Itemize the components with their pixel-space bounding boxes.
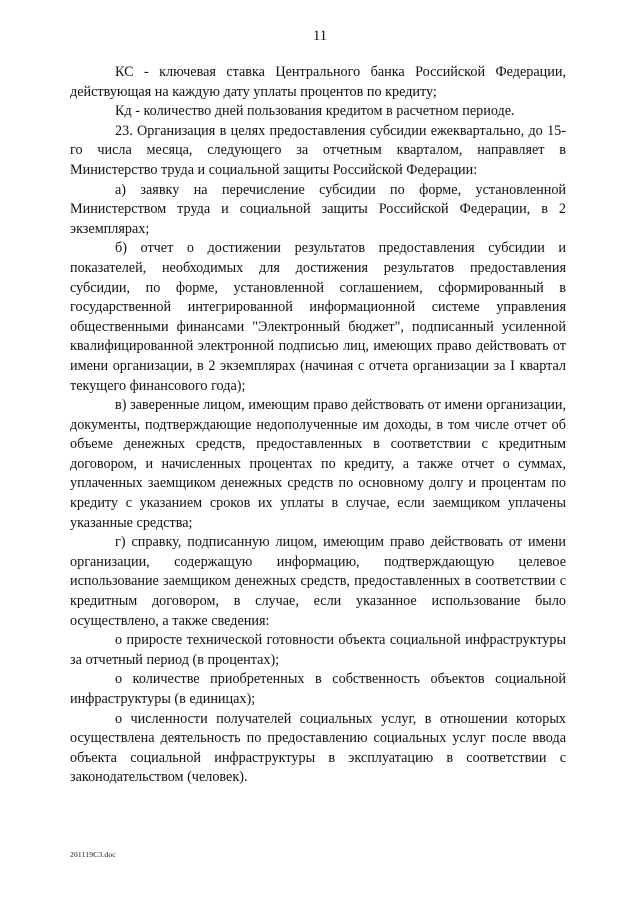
paragraph-item-a: а) заявку на перечисление субсидии по форме, установленной Министерством труда и социальной защиты Российской Федерации, в 2 экземплярах; (70, 181, 566, 237)
paragraph-item-b: б) отчет о достижении результатов предоставления субсидии и показателей, необходимых для достижения результатов предоставления субсидии, по форме, установленной соглашением, сформированный в государственной интегрированной информационной системе управления общественными финансами "Электронный бюджет", подписанный усиленной квалифицированной электронной подписью лиц, имеющих право действовать от имени организации, в 2 экземплярах (начиная с отчета организации за I квартал текущего финансового года); (70, 240, 566, 394)
document-file-code: 201119C3.doc (70, 850, 116, 859)
paragraph-item-g: г) справку, подписанную лицом, имеющим право действовать от имени организации, содержащую информацию, подтверждающую целевое использование заемщиком денежных средств, предоставленных в соответствии с кредитным договором, в случае, если указанное использование было осуществлено, а также сведения: (70, 534, 566, 629)
paragraph-item-v: в) заверенные лицом, имеющим право действовать от имени организации, документы, подтверждающие недополученные им доходы, в том числе отчет об объеме денежных средств, предоставленных в соответствии с кредитным договором, и начисленных процентах по кредиту, а также отчет о суммах, уплаченных заемщиком денежных средств по основному долгу и процентам по кредиту с указанием сроков их уплаты в случае, если заемщиком уплачены указанные средства; (70, 397, 566, 531)
paragraph-info-readiness: о приросте технической готовности объекта социальной инфраструктуры за отчетный период (в процентах); (70, 632, 566, 668)
paragraph-info-objects: о количестве приобретенных в собственность объектов социальной инфраструктуры (в единицах); (70, 671, 566, 707)
page-number: 11 (313, 28, 327, 44)
paragraph-ks-definition: КС - ключевая ставка Центрального банка Российской Федерации, действующая на каждую дату уплаты процентов по кредиту; (70, 64, 566, 100)
paragraph-info-recipients: о численности получателей социальных услуг, в отношении которых осуществлена деятельность по предоставлению социальных услуг после ввода объекта социальной инфраструктуры в эксплуатацию в соответствии с законодательством (человек). (70, 710, 566, 786)
paragraph-clause-23: 23. Организация в целях предоставления субсидии ежеквартально, до 15-го числа месяца, следующего за отчетным кварталом, направляет в Министерство труда и социальной защиты Российской Федерации: (70, 122, 566, 178)
paragraph-kd-definition: Кд - количество дней пользования кредитом в расчетном периоде. (115, 103, 515, 120)
document-body (70, 63, 566, 788)
